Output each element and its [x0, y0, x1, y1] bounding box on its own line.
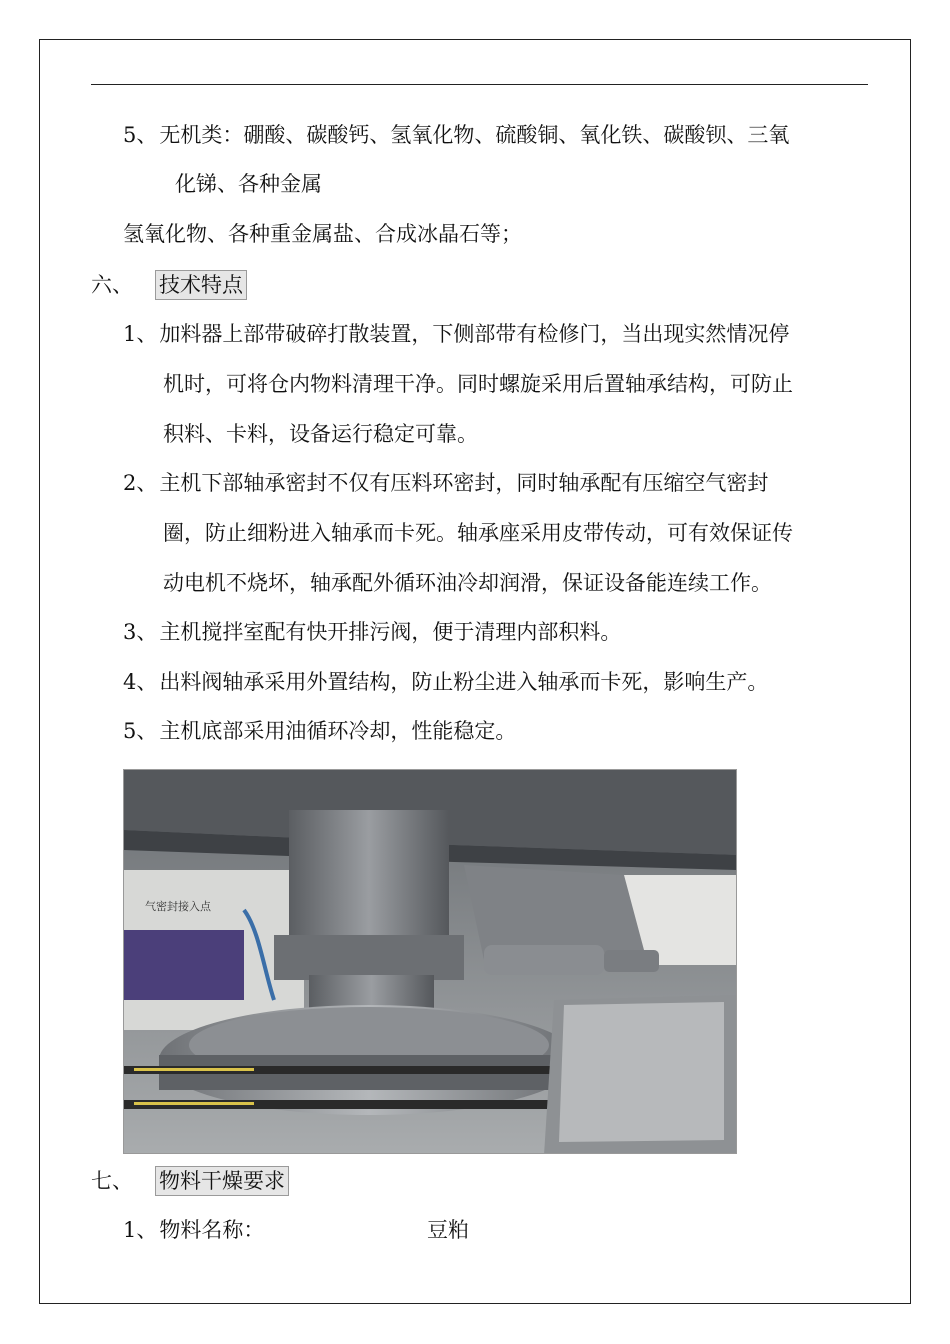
- item-label: 物料名称：: [159, 1218, 265, 1242]
- item-text-line: 积料、卡料，设备运行稳定可靠。: [163, 422, 478, 446]
- list-item: [123, 471, 768, 495]
- item-number: 5、: [123, 719, 158, 743]
- photo-caption: 气密封接入点: [145, 900, 211, 913]
- item-text: 主机底部采用油循环冷却，性能稳定。: [159, 719, 517, 743]
- item-text-line: 动电机不烧坏，轴承配外循环油冷却润滑，保证设备能连续工作。: [163, 571, 772, 595]
- machinery-photo-icon: [124, 770, 737, 1154]
- list-item: [123, 670, 768, 694]
- item-text-line: 机时，可将仓内物料清理干净。同时螺旋采用后置轴承结构，可防止: [163, 372, 793, 396]
- section-title: 物料干燥要求: [155, 1166, 289, 1196]
- item-number: 2、: [123, 471, 158, 495]
- item-text: 主机下部轴承密封不仅有压料环密封，同时轴承配有压缩空气密封: [159, 471, 769, 495]
- section-heading-7: [91, 1166, 289, 1196]
- item-number: 1、: [123, 322, 158, 346]
- list-item: [123, 719, 516, 743]
- item-text: 无机类：硼酸、碳酸钙、氢氧化物、硫酸铜、氧化铁、碳酸钡、三氧: [159, 123, 790, 147]
- item-text-line: 圈，防止细粉进入轴承而卡死。轴承座采用皮带传动，可有效保证传: [163, 521, 793, 545]
- header-rule: [91, 84, 868, 85]
- item-number: 4、: [123, 670, 158, 694]
- item-value: 豆粕: [427, 1218, 469, 1242]
- item-number: 5、: [123, 123, 158, 147]
- section-number: 六、: [91, 273, 133, 297]
- list-item: [123, 1218, 264, 1242]
- item-number: 1、: [123, 1218, 158, 1242]
- section-title: 技术特点: [155, 270, 247, 300]
- paragraph: 氢氧化物、各种重金属盐、合成冰晶石等；: [123, 222, 522, 246]
- list-item: [123, 620, 621, 644]
- list-item-continuation: 化锑、各种金属: [175, 172, 322, 196]
- section-number: 七、: [91, 1169, 133, 1193]
- machinery-photo: [123, 769, 737, 1154]
- item-text: 加料器上部带破碎打散装置，下侧部带有检修门，当出现实然情况停: [159, 322, 790, 346]
- list-item: [123, 123, 789, 147]
- item-text: 出料阀轴承采用外置结构，防止粉尘进入轴承而卡死，影响生产。: [159, 670, 769, 694]
- section-heading-6: [91, 270, 247, 300]
- list-item: [123, 322, 789, 346]
- item-text: 主机搅拌室配有快开排污阀，便于清理内部积料。: [159, 620, 622, 644]
- item-number: 3、: [123, 620, 158, 644]
